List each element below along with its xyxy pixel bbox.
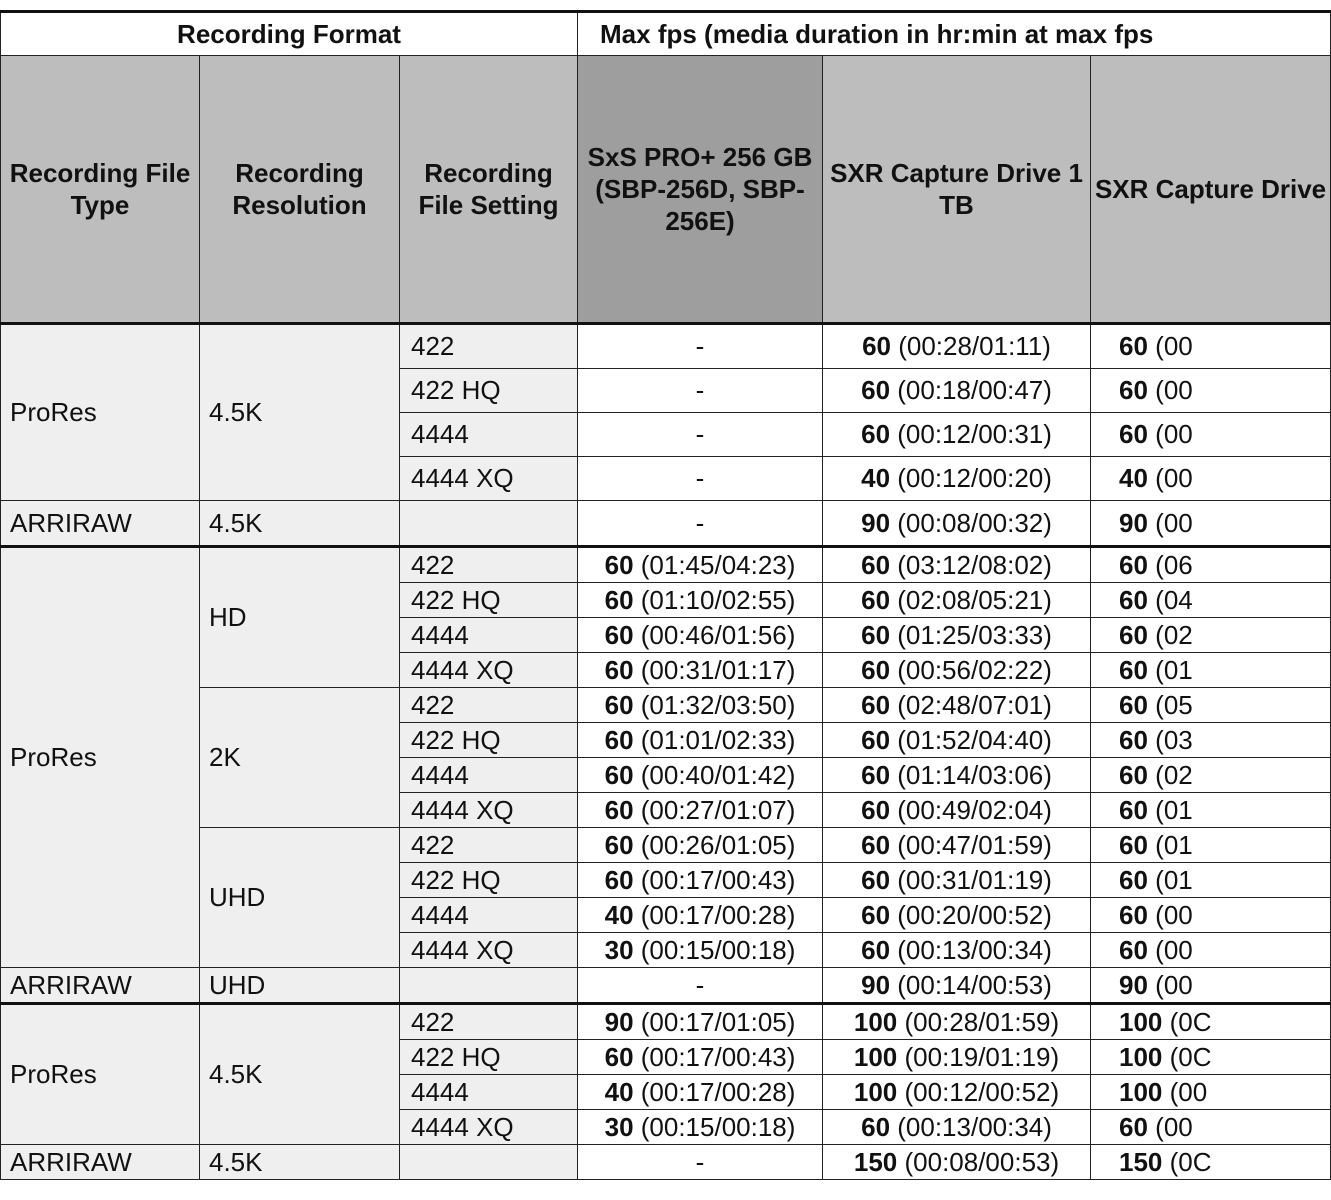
fps-value: 60 (1119, 619, 1148, 650)
max-fps-cell (1091, 324, 1331, 369)
fps-value: 60 (861, 689, 891, 720)
table-row (1, 547, 1331, 583)
fps-value: 60 (862, 331, 891, 361)
max-fps-cell (823, 501, 1091, 547)
resolution-cell: 2K (200, 688, 400, 828)
file-setting-cell: 422 (400, 828, 578, 863)
duration-value: (01:45/04:23) (633, 549, 796, 580)
duration-value: (00 (1162, 1076, 1208, 1107)
fps-value: 60 (861, 864, 891, 895)
duration-value: (00 (1147, 331, 1193, 361)
table-row (1, 968, 1331, 1004)
super-header-row (1, 12, 1331, 56)
max-fps-cell (1091, 501, 1331, 547)
fps-value: 60 (861, 584, 891, 615)
max-fps-cell (578, 898, 823, 933)
max-fps-cell (1091, 618, 1331, 653)
file-type-cell: ARRIRAW (1, 968, 200, 1004)
fps-value: 30 (604, 1111, 634, 1142)
duration-value: (00:46/01:56) (633, 619, 796, 650)
fps-value: 100 (1119, 1076, 1163, 1107)
fps-value: 100 (853, 1006, 898, 1037)
max-fps-cell (578, 1040, 823, 1075)
duration-value: (00:17/01:05) (633, 1006, 796, 1037)
file-setting-cell: 422 HQ (400, 583, 578, 618)
duration-value: (00:15/00:18) (633, 934, 796, 965)
fps-value: 60 (604, 584, 634, 615)
fps-value: 60 (604, 759, 634, 790)
duration-value: - (695, 331, 705, 361)
fps-value: 90 (861, 969, 891, 1000)
duration-value: (02 (1147, 619, 1193, 650)
max-fps-cell (1091, 583, 1331, 618)
max-fps-cell (823, 933, 1091, 968)
fps-value: 60 (861, 794, 891, 825)
max-fps-cell (1091, 653, 1331, 688)
fps-value: 60 (861, 899, 891, 930)
max-fps-cell (578, 457, 823, 501)
fps-value: 150 (1119, 1146, 1163, 1177)
file-setting-cell (400, 968, 578, 1004)
duration-value: (00:20/00:52) (890, 899, 1052, 930)
fps-value: 100 (1119, 1006, 1163, 1037)
column-header-row (1, 56, 1331, 324)
max-fps-cell (578, 863, 823, 898)
duration-value: (01 (1147, 864, 1193, 895)
duration-value: (01:52/04:40) (890, 724, 1052, 755)
max-fps-cell (823, 758, 1091, 793)
max-fps-cell (823, 723, 1091, 758)
fps-value: 60 (1119, 899, 1148, 930)
duration-value: - (695, 507, 705, 538)
duration-value: (00 (1147, 419, 1193, 449)
max-fps-cell (823, 547, 1091, 583)
max-fps-cell (1091, 898, 1331, 933)
fps-value: 40 (861, 463, 891, 493)
max-fps-cell (1091, 547, 1331, 583)
file-setting-cell: 422 HQ (400, 1040, 578, 1075)
duration-value: (03:12/08:02) (890, 549, 1052, 580)
fps-value: 60 (604, 654, 634, 685)
duration-value: (00:15/00:18) (633, 1111, 796, 1142)
recording-format-table (0, 10, 1331, 1180)
fps-value: 60 (1119, 375, 1148, 405)
duration-value: (00 (1147, 934, 1193, 965)
max-fps-cell (1091, 1110, 1331, 1145)
fps-value: 90 (604, 1006, 634, 1037)
fps-value: 60 (1119, 934, 1148, 965)
duration-value: (02 (1147, 759, 1193, 790)
duration-value: (0C (1162, 1041, 1212, 1072)
resolution-cell: HD (200, 547, 400, 688)
duration-value: (00:14/00:53) (890, 969, 1052, 1000)
table-row (1, 828, 1331, 863)
duration-value: (00:19/01:19) (897, 1041, 1060, 1072)
file-setting-cell: 422 (400, 1004, 578, 1040)
max-fps-cell (578, 828, 823, 863)
max-fps-cell (578, 793, 823, 828)
media-sxr-1tb-header: SXR Capture Drive 1 TB (823, 56, 1091, 324)
max-fps-cell (1091, 413, 1331, 457)
max-fps-cell (823, 1040, 1091, 1075)
max-fps-cell (578, 369, 823, 413)
fps-value: 60 (861, 829, 891, 860)
fps-value: 60 (1119, 794, 1148, 825)
fps-value: 60 (861, 934, 891, 965)
fps-value: 100 (1119, 1041, 1163, 1072)
fps-value: 90 (1119, 969, 1148, 1000)
resolution-cell: 4.5K (200, 501, 400, 547)
fps-value: 40 (604, 1076, 634, 1107)
table-row (1, 688, 1331, 723)
max-fps-cell (823, 898, 1091, 933)
max-fps-cell (823, 688, 1091, 723)
duration-value: (00:31/01:17) (633, 654, 796, 685)
duration-value: (00 (1147, 507, 1193, 538)
file-setting-cell: 4444 (400, 758, 578, 793)
table-row (1, 324, 1331, 369)
max-fps-cell (1091, 688, 1331, 723)
duration-value: (00:13/00:34) (890, 934, 1052, 965)
max-fps-header: Max fps (media duration in hr:min at max fps (578, 12, 1331, 56)
file-setting-cell: 4444 (400, 898, 578, 933)
max-fps-cell (578, 1075, 823, 1110)
duration-value: (00:12/00:52) (897, 1076, 1060, 1107)
file-type-cell: ARRIRAW (1, 1145, 200, 1180)
duration-value: (01:10/02:55) (633, 584, 796, 615)
fps-value: 60 (861, 759, 891, 790)
duration-value: (00:17/00:28) (633, 1076, 796, 1107)
fps-value: 60 (604, 829, 634, 860)
duration-value: (00:17/00:43) (633, 864, 796, 895)
max-fps-cell (578, 324, 823, 369)
file-setting-cell: 4444 XQ (400, 1110, 578, 1145)
duration-value: - (695, 969, 705, 1000)
max-fps-cell (823, 324, 1091, 369)
max-fps-cell (1091, 933, 1331, 968)
max-fps-cell (1091, 758, 1331, 793)
max-fps-cell (578, 1004, 823, 1040)
duration-value: (00:56/02:22) (890, 654, 1052, 685)
max-fps-cell (1091, 457, 1331, 501)
fps-value: 40 (604, 899, 634, 930)
duration-value: (00:12/00:20) (890, 463, 1052, 493)
max-fps-cell (578, 723, 823, 758)
fps-value: 60 (604, 619, 634, 650)
duration-value: (00:49/02:04) (890, 794, 1052, 825)
max-fps-cell (578, 501, 823, 547)
fps-value: 40 (1119, 463, 1148, 493)
fps-value: 100 (853, 1076, 898, 1107)
duration-value: (01:32/03:50) (633, 689, 796, 720)
recording-format-header: Recording Format (1, 12, 578, 56)
max-fps-cell (823, 863, 1091, 898)
file-setting-cell: 4444 XQ (400, 457, 578, 501)
file-setting-cell: 4444 (400, 1075, 578, 1110)
max-fps-cell (823, 583, 1091, 618)
duration-value: (00:47/01:59) (890, 829, 1052, 860)
max-fps-cell (578, 933, 823, 968)
max-fps-cell (823, 369, 1091, 413)
max-fps-cell (823, 653, 1091, 688)
fps-value: 90 (1119, 507, 1148, 538)
file-setting-cell (400, 501, 578, 547)
duration-value: (01 (1147, 829, 1193, 860)
duration-value: (00:12/00:31) (890, 419, 1052, 449)
duration-value: (00 (1147, 1111, 1193, 1142)
duration-value: (01 (1147, 654, 1193, 685)
max-fps-cell (823, 413, 1091, 457)
file-setting-cell: 422 HQ (400, 723, 578, 758)
max-fps-cell (823, 618, 1091, 653)
duration-value: (00:08/00:32) (890, 507, 1052, 538)
fps-value: 60 (1119, 1111, 1148, 1142)
file-setting-cell: 4444 XQ (400, 653, 578, 688)
duration-value: (00:28/01:11) (890, 331, 1051, 361)
max-fps-cell (823, 1075, 1091, 1110)
max-fps-cell (578, 653, 823, 688)
fps-value: 60 (861, 549, 891, 580)
max-fps-cell (1091, 793, 1331, 828)
duration-value: (00 (1147, 463, 1193, 493)
max-fps-cell (1091, 828, 1331, 863)
duration-value: (06 (1147, 549, 1193, 580)
max-fps-cell (1091, 1004, 1331, 1040)
max-fps-cell (823, 968, 1091, 1004)
resolution-cell: 4.5K (200, 324, 400, 501)
file-setting-cell: 422 (400, 688, 578, 723)
fps-value: 60 (1119, 419, 1148, 449)
fps-value: 60 (861, 654, 891, 685)
max-fps-cell (823, 1145, 1091, 1180)
table-row (1, 1145, 1331, 1180)
fps-value: 60 (861, 619, 891, 650)
duration-value: (00 (1147, 899, 1193, 930)
fps-value: 60 (1119, 654, 1148, 685)
file-type-cell: ProRes (1, 1004, 200, 1145)
max-fps-cell (823, 828, 1091, 863)
duration-value: (01:01/02:33) (633, 724, 796, 755)
table-body (1, 324, 1331, 1180)
duration-value: (05 (1147, 689, 1193, 720)
duration-value: (00:18/00:47) (890, 375, 1052, 405)
fps-value: 90 (861, 507, 891, 538)
max-fps-cell (1091, 1145, 1331, 1180)
fps-value: 60 (604, 689, 634, 720)
max-fps-cell (1091, 863, 1331, 898)
max-fps-cell (578, 413, 823, 457)
resolution-cell: UHD (200, 968, 400, 1004)
max-fps-cell (823, 1110, 1091, 1145)
duration-value: (01:14/03:06) (890, 759, 1052, 790)
file-type-cell: ARRIRAW (1, 501, 200, 547)
duration-value: (00:17/00:43) (633, 1041, 796, 1072)
resolution-header: Recording Resolution (200, 56, 400, 324)
max-fps-cell (1091, 369, 1331, 413)
file-setting-cell: 4444 (400, 618, 578, 653)
fps-value: 60 (1119, 759, 1148, 790)
duration-value: (00:17/00:28) (633, 899, 796, 930)
fps-value: 60 (604, 1041, 634, 1072)
fps-value: 60 (604, 724, 634, 755)
max-fps-cell (578, 968, 823, 1004)
fps-value: 30 (604, 934, 634, 965)
file-setting-cell: 422 (400, 547, 578, 583)
fps-value: 150 (853, 1146, 898, 1177)
fps-value: 60 (1119, 829, 1148, 860)
file-setting-cell: 422 HQ (400, 369, 578, 413)
duration-value: (00:31/01:19) (890, 864, 1052, 895)
resolution-cell: UHD (200, 828, 400, 968)
max-fps-cell (578, 758, 823, 793)
max-fps-cell (823, 1004, 1091, 1040)
duration-value: (00:26/01:05) (633, 829, 796, 860)
file-setting-cell: 4444 (400, 413, 578, 457)
duration-value: (0C (1162, 1146, 1212, 1177)
duration-value: - (695, 375, 705, 405)
max-fps-cell (1091, 723, 1331, 758)
fps-value: 60 (604, 864, 634, 895)
max-fps-cell (1091, 1075, 1331, 1110)
fps-value: 60 (1119, 584, 1148, 615)
duration-value: - (695, 1146, 705, 1177)
fps-value: 60 (1119, 864, 1148, 895)
duration-value: - (695, 419, 705, 449)
max-fps-cell (823, 457, 1091, 501)
duration-value: (03 (1147, 724, 1193, 755)
file-type-header: Recording File Type (1, 56, 200, 324)
duration-value: (02:08/05:21) (890, 584, 1052, 615)
max-fps-cell (578, 1110, 823, 1145)
duration-value: - (695, 463, 705, 493)
fps-value: 60 (861, 419, 891, 449)
media-sxr-header: SXR Capture Drive (1091, 56, 1331, 324)
file-setting-cell: 4444 XQ (400, 793, 578, 828)
duration-value: (00:40/01:42) (633, 759, 796, 790)
max-fps-cell (823, 793, 1091, 828)
max-fps-cell (578, 1145, 823, 1180)
resolution-cell: 4.5K (200, 1004, 400, 1145)
duration-value: (00:08/00:53) (897, 1146, 1060, 1177)
table-row (1, 501, 1331, 547)
max-fps-cell (578, 688, 823, 723)
file-type-cell: ProRes (1, 547, 200, 968)
file-setting-cell: 4444 XQ (400, 933, 578, 968)
fps-value: 60 (1119, 689, 1148, 720)
file-setting-cell (400, 1145, 578, 1180)
duration-value: (00 (1147, 969, 1193, 1000)
media-sxs-pro-header: SxS PRO+ 256 GB (SBP-256D, SBP-256E) (578, 56, 823, 324)
duration-value: (04 (1147, 584, 1193, 615)
fps-value: 60 (604, 549, 634, 580)
file-setting-cell: 422 HQ (400, 863, 578, 898)
file-type-cell: ProRes (1, 324, 200, 501)
max-fps-cell (1091, 1040, 1331, 1075)
duration-value: (01 (1147, 794, 1193, 825)
table-row (1, 1004, 1331, 1040)
fps-value: 100 (853, 1041, 898, 1072)
max-fps-cell (578, 547, 823, 583)
fps-value: 60 (1119, 549, 1148, 580)
duration-value: (00:27/01:07) (633, 794, 796, 825)
file-setting-header: Recording File Setting (400, 56, 578, 324)
duration-value: (01:25/03:33) (890, 619, 1052, 650)
fps-table-container (0, 10, 1327, 1200)
fps-value: 60 (861, 1111, 891, 1142)
resolution-cell: 4.5K (200, 1145, 400, 1180)
fps-value: 60 (1119, 331, 1148, 361)
duration-value: (02:48/07:01) (890, 689, 1052, 720)
fps-value: 60 (861, 375, 891, 405)
max-fps-cell (578, 583, 823, 618)
duration-value: (00 (1147, 375, 1193, 405)
fps-value: 60 (604, 794, 634, 825)
fps-value: 60 (861, 724, 891, 755)
duration-value: (00:13/00:34) (890, 1111, 1052, 1142)
max-fps-cell (1091, 968, 1331, 1004)
fps-value: 60 (1119, 724, 1148, 755)
duration-value: (00:28/01:59) (897, 1006, 1060, 1037)
duration-value: (0C (1162, 1006, 1212, 1037)
file-setting-cell: 422 (400, 324, 578, 369)
max-fps-cell (578, 618, 823, 653)
